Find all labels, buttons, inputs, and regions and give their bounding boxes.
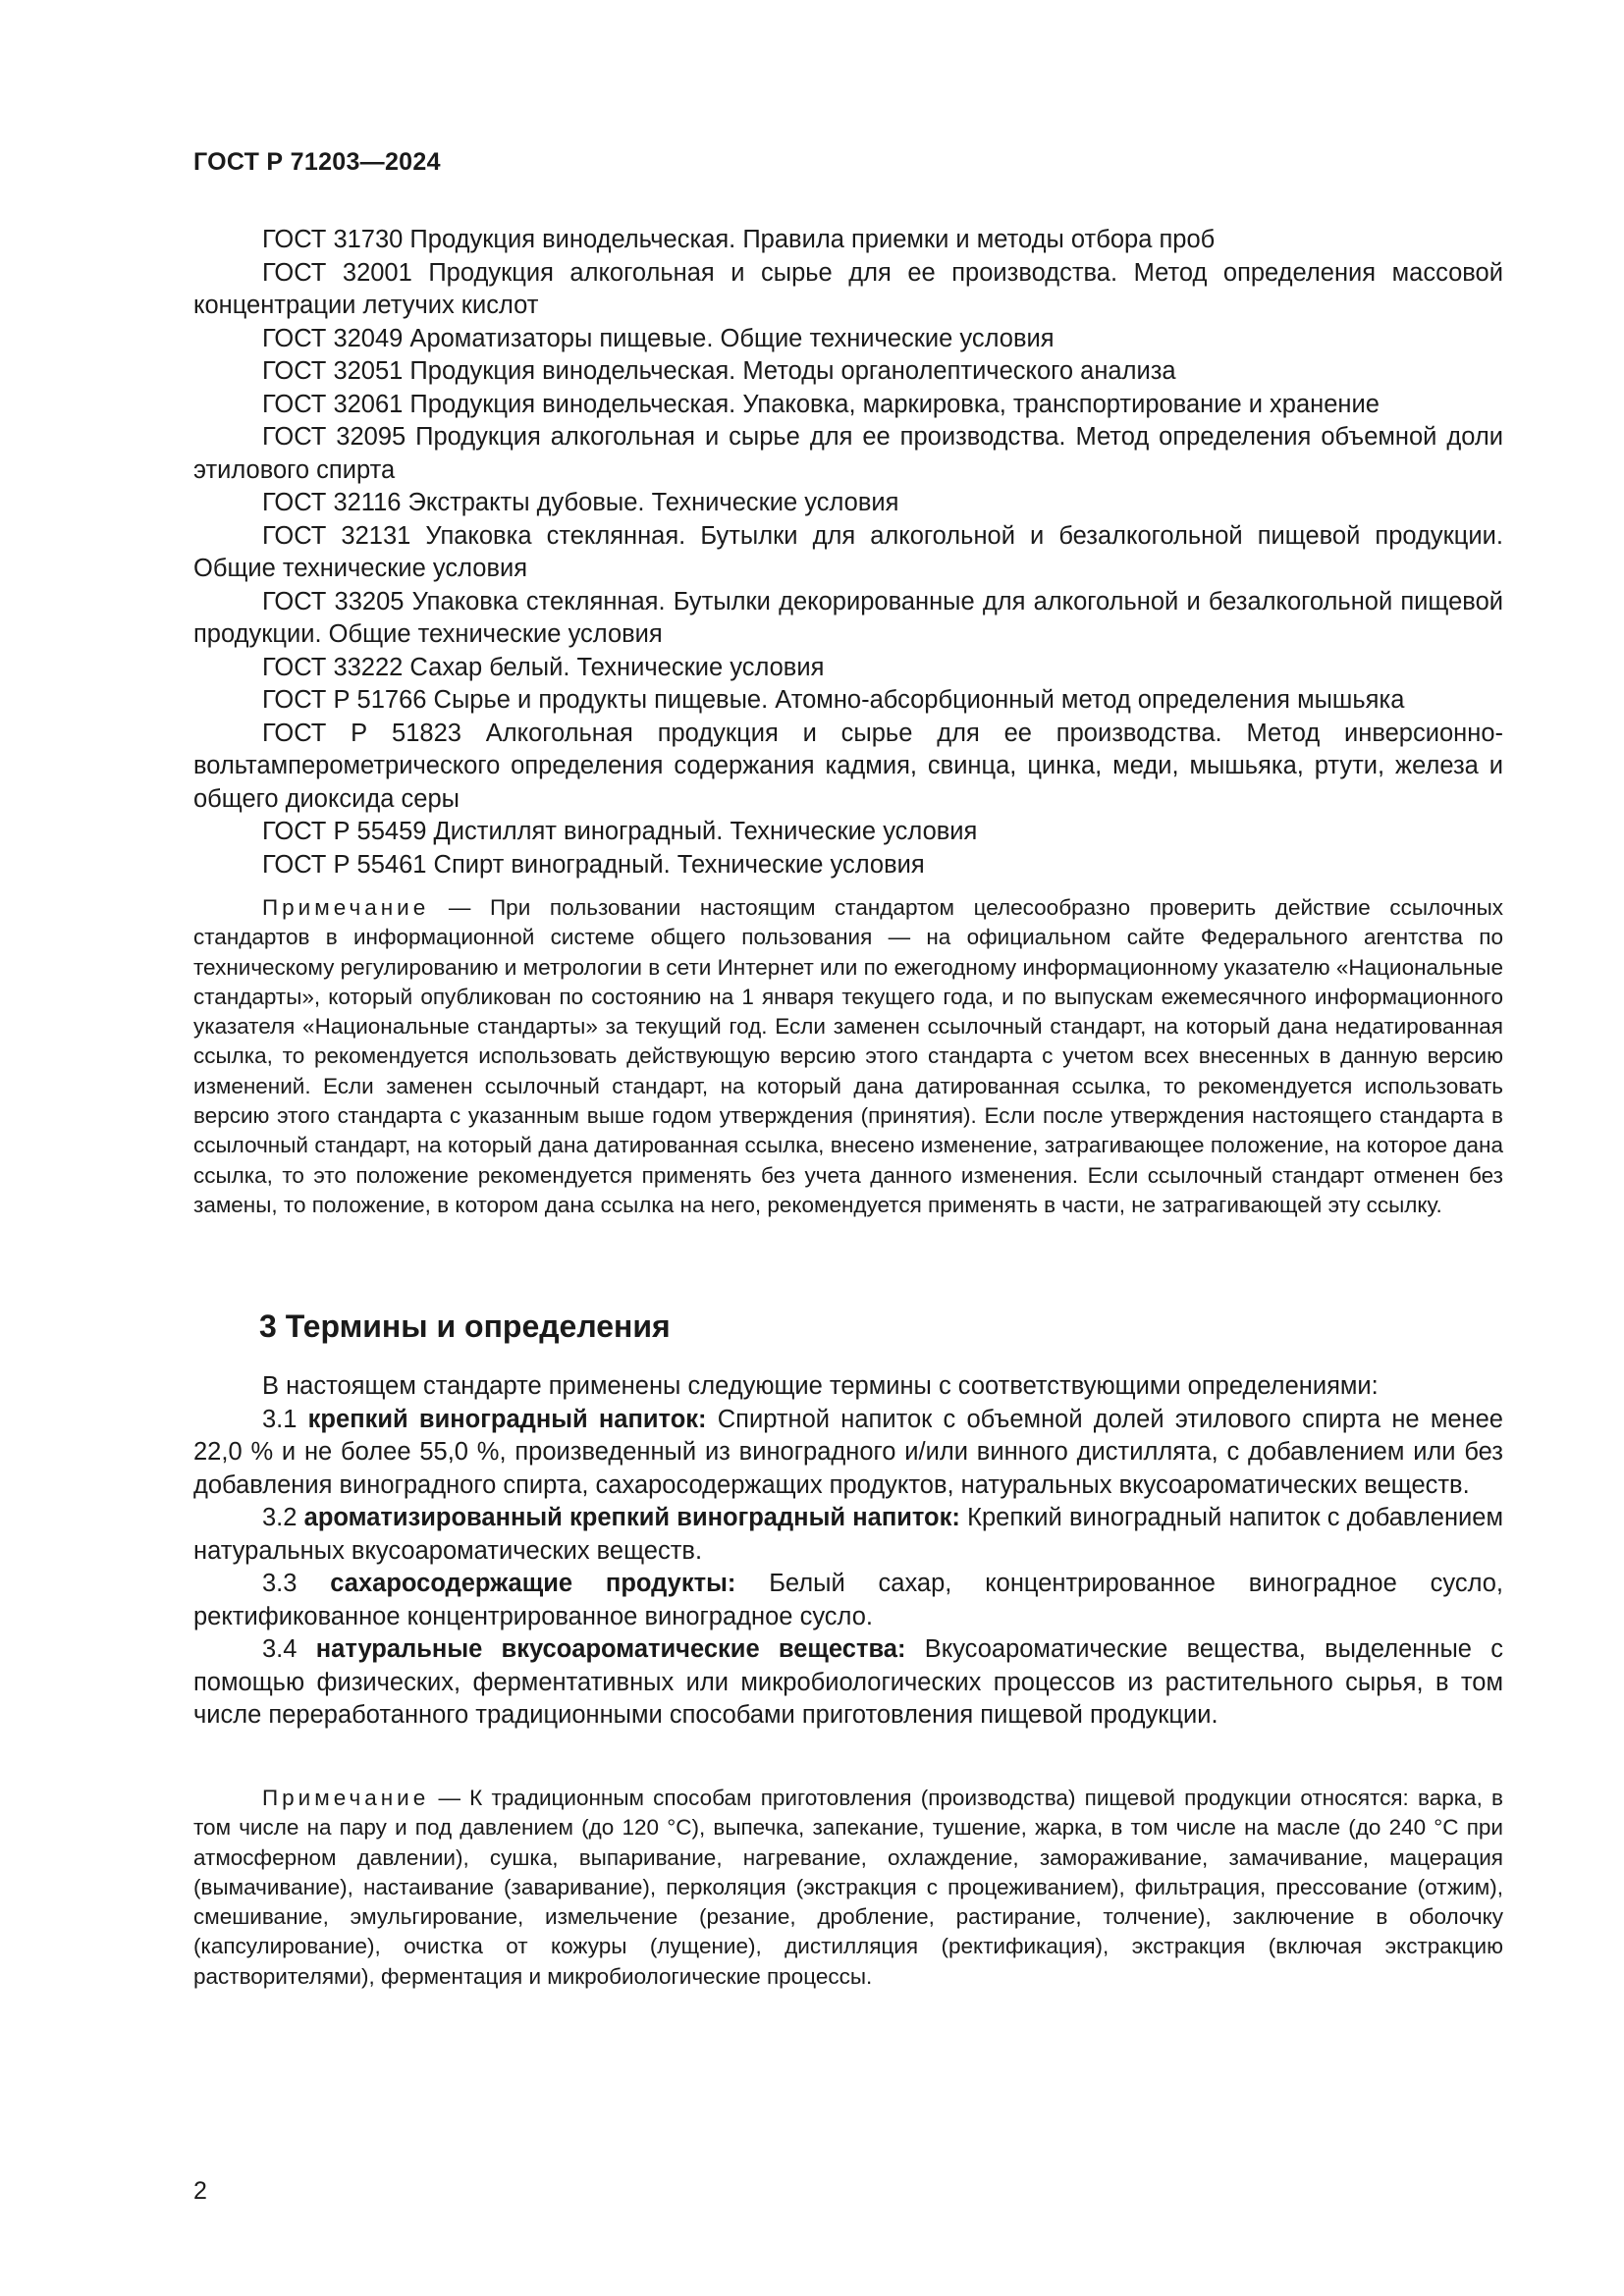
note-text: — К традиционным способам приготовления (производства) пищевой продукции относятся: варка, в том числе на пару и под давлением (до 120 °С), выпечка, запекание, тушение, жарка, в том числе на масле (до 240 °С при атмосферном давлении), сушка, выпаривание, нагревание, охлаждение, замораживание, замачивание, мацерация (вымачивание), настаивание (заваривание), перколяция (экстракция с процеживанием), фильтрация, прессование (отжим), смешивание, эмульгирование, измельчение (резание, дробление, растирание, толчение), заключение в оболочку (капсулирование), очистка от кожуры (лущение), дистилляция (ректификация), экстракция (включая экстракцию растворителями), ферментация и микробиологические процессы. — [193, 1786, 1503, 1989]
term-name: натуральные вкусоароматические вещества: — [315, 1635, 906, 1663]
term-definition: 3.3 сахаросодержащие продукты: Белый сахар, концентрированное виноградное сусло, ректификованное концентрированное виноградное сусло. — [193, 1570, 1503, 1630]
reference-item: ГОСТ 33222 Сахар белый. Технические условия — [262, 653, 825, 681]
reference-item: ГОСТ 32049 Ароматизаторы пищевые. Общие технические условия — [262, 324, 1055, 352]
term-definition: 3.2 ароматизированный крепкий виноградный напиток: Крепкий виноградный напиток с добавлением натуральных вкусоароматических веществ. — [193, 1504, 1503, 1565]
reference-item: ГОСТ Р 55461 Спирт виноградный. Технические условия — [262, 850, 925, 879]
reference-item: ГОСТ Р 55459 Дистиллят виноградный. Технические условия — [262, 818, 978, 845]
document-code-header: ГОСТ Р 71203—2024 — [193, 148, 441, 176]
references-note — [193, 893, 1503, 1220]
terms-section — [193, 1370, 1503, 1733]
term-name: крепкий виноградный напиток: — [307, 1405, 707, 1433]
reference-item: ГОСТ Р 51823 Алкогольная продукция и сырье для ее производства. Метод инверсионно-вольтамперометрического определения содержания кадмия, свинца, цинка, меди, мышьяка, ртути, железа и общего диоксида серы — [193, 719, 1503, 813]
note-label: Примечание — [262, 1786, 430, 1810]
section-title: 3 Термины и определения — [259, 1308, 671, 1344]
reference-item: ГОСТ 32051 Продукция винодельческая. Методы органолептического анализа — [262, 357, 1176, 385]
reference-item: ГОСТ 32061 Продукция винодельческая. Упаковка, маркировка, транспортирование и хранение — [262, 390, 1380, 418]
term-name: сахаросодержащие продукты: — [330, 1570, 736, 1597]
reference-item: ГОСТ 32116 Экстракты дубовые. Технические условия — [262, 489, 899, 516]
note-label: Примечание — [262, 895, 430, 920]
reference-item: ГОСТ 32131 Упаковка стеклянная. Бутылки для алкогольной и безалкогольной пищевой продукции. Общие технические условия — [193, 521, 1503, 582]
reference-item: ГОСТ Р 51766 Сырье и продукты пищевые. Атомно-абсорбционный метод определения мышьяка — [262, 686, 1405, 714]
term-definition: 3.1 крепкий виноградный напиток: Спиртной напиток с объемной долей этилового спирта не менее 22,0 % и не более 55,0 %, произведенный из виноградного и/или винного дистиллята, с добавлением или без добавления виноградного спирта, сахаросодержащих продуктов, натуральных вкусоароматических веществ. — [193, 1405, 1503, 1499]
terms-intro: В настоящем стандарте применены следующие термины с соответствующими определениями: — [262, 1372, 1379, 1400]
term-name: ароматизированный крепкий виноградный напиток: — [303, 1504, 960, 1531]
normative-references-list — [193, 224, 1503, 881]
term-definition: 3.4 натуральные вкусоароматические вещества: Вкусоароматические вещества, выделенные с помощью физических, ферментативных или микробиологических процессов из растительного сырья, в том числе переработанного традиционными способами приготовления пищевой продукции. — [193, 1635, 1503, 1729]
reference-item: ГОСТ 31730 Продукция винодельческая. Правила приемки и методы отбора проб — [262, 226, 1216, 253]
page-number: 2 — [193, 2177, 207, 2205]
terms-note — [193, 1784, 1503, 1992]
reference-item: ГОСТ 32095 Продукция алкогольная и сырье для ее производства. Метод определения объемной доли этилового спирта — [193, 423, 1503, 484]
reference-item: ГОСТ 33205 Упаковка стеклянная. Бутылки декорированные для алкогольной и безалкогольной пищевой продукции. Общие технические условия — [193, 587, 1503, 648]
reference-item: ГОСТ 32001 Продукция алкогольная и сырье для ее производства. Метод определения массовой концентрации летучих кислот — [193, 258, 1503, 319]
note-text: — При пользовании настоящим стандартом целесообразно проверить действие ссылочных стандартов в информационной системе общего пользования — на официальном сайте Федерального агентства по техническому регулированию и метрологии в сети Интернет или по ежегодному информационному указателю «Национальные стандарты», который опубликован по состоянию на 1 января текущего года, и по выпускам ежемесячного информационного указателя «Национальные стандарты» за текущий год. Если заменен ссылочный стандарт, на который дана недатированная ссылка, то рекомендуется использовать действующую версию этого стандарта с учетом всех внесенных в данную версию изменений. Если заменен ссылочный стандарт, на который дана датированная ссылка, то рекомендуется использовать версию этого стандарта с указанным выше годом утверждения (принятия). Если после утверждения настоящего стандарта в ссылочный стандарт, на который дана датированная ссылка, внесено изменение, затрагивающее положение, на которое дана ссылка, то это положение рекомендуется применять без учета данного изменения. Если ссылочный стандарт отменен без замены, то положение, в котором дана ссылка на него, рекомендуется применять в части, не затрагивающей эту ссылку. — [193, 895, 1503, 1217]
